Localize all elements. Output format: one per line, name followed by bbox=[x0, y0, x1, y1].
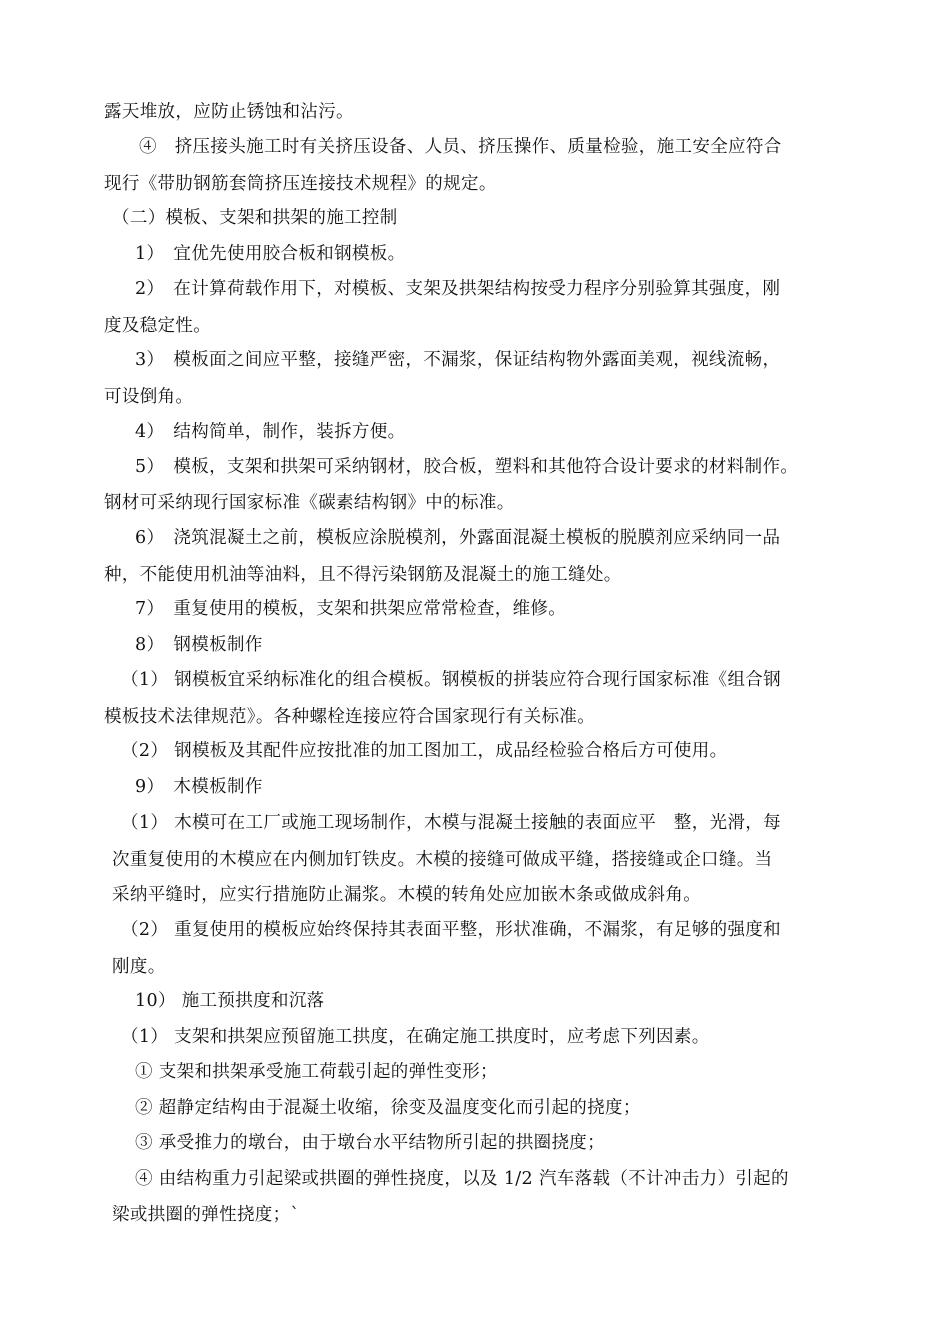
text-line: 3） 模板面之间应平整，接缝严密，不漏浆，保证结构物外露面美观，视线流畅， bbox=[135, 350, 781, 370]
text-line: ④ 由结构重力引起梁或拱圈的弹性挠度，以及 1/2 汽车落载（不计冲击力）引起的 bbox=[135, 1169, 789, 1189]
text-line: ③ 承受推力的墩台，由于墩台水平结物所引起的拱圈挠度； bbox=[135, 1133, 606, 1153]
text-line: 7） 重复使用的模板，支架和拱架应常常检查，维修。 bbox=[135, 599, 567, 619]
text-line: 钢材可采纳现行国家标准《碳素结构钢》中的标准。 bbox=[104, 493, 515, 513]
text-line: 梁或拱圈的弹性挠度；` bbox=[112, 1205, 300, 1225]
text-line: 4） 结构简单，制作，装拆方便。 bbox=[135, 422, 406, 442]
text-line: 度及稳定性。 bbox=[104, 316, 212, 336]
text-line: （1） 钢模板宜采纳标准化的组合模板。钢模板的拼装应符合现行国家标准《组合钢 bbox=[121, 670, 781, 690]
text-line: （1） 木模可在工厂或施工现场制作，木模与混凝土接触的表面应平 整，光滑，每 bbox=[121, 813, 781, 833]
text-line: ① 支架和拱架承受施工荷载引起的弹性变形； bbox=[135, 1062, 498, 1082]
text-line: 次重复使用的木模应在内侧加钉铁皮。木模的接缝可做成平缝，搭接缝或企口缝。当 bbox=[112, 850, 773, 870]
text-line: 2） 在计算荷载作用下，对模板、支架及拱架结构按受力程序分别验算其强度，刚 bbox=[135, 279, 781, 299]
text-line: 种，不能使用机油等油料，且不得污染钢筋及混凝土的施工缝处。 bbox=[104, 565, 622, 585]
text-line: 10） 施工预拱度和沉落 bbox=[135, 991, 325, 1011]
text-line: 现行《带肋钢筋套筒挤压连接技术规程》的规定。 bbox=[104, 174, 497, 194]
text-line: 5） 模板，支架和拱架可采纳钢材，胶合板，塑料和其他符合设计要求的材料制作。 bbox=[135, 457, 799, 477]
text-line: 采纳平缝时，应实行措施防止漏浆。木模的转角处应加嵌木条或做成斜角。 bbox=[112, 885, 702, 905]
text-line: 8） 钢模板制作 bbox=[135, 635, 263, 655]
text-line: 可设倒角。 bbox=[104, 387, 194, 407]
text-line: 刚度。 bbox=[112, 957, 166, 977]
text-line: ④ 挤压接头施工时有关挤压设备、人员、挤压操作、质量检验，施工安全应符合 bbox=[139, 137, 782, 157]
text-line: （1） 支架和拱架应预留施工拱度，在确定施工拱度时，应考虑下列因素。 bbox=[121, 1027, 710, 1047]
text-line: （2） 重复使用的模板应始终保持其表面平整，形状准确，不漏浆，有足够的强度和 bbox=[121, 920, 781, 940]
text-line: 1） 宜优先使用胶合板和钢模板。 bbox=[135, 244, 406, 264]
text-line: 模板技术法律规范》。各种螺栓连接应符合国家现行有关标准。 bbox=[104, 707, 596, 727]
text-line: 6） 浇筑混凝土之前，模板应涂脱模剂，外露面混凝土模板的脱膜剂应采纳同一品 bbox=[135, 528, 781, 548]
section-heading: （二）模板、支架和拱架的施工控制 bbox=[112, 208, 398, 228]
text-line: 9） 木模板制作 bbox=[135, 777, 263, 797]
text-line: （2） 钢模板及其配件应按批准的加工图加工，成品经检验合格后方可使用。 bbox=[121, 741, 728, 761]
text-line: ② 超静定结构由于混凝土收缩，徐变及温度变化而引起的挠度； bbox=[135, 1098, 641, 1118]
text-line: 露天堆放，应防止锈蚀和沾污。 bbox=[104, 102, 354, 122]
